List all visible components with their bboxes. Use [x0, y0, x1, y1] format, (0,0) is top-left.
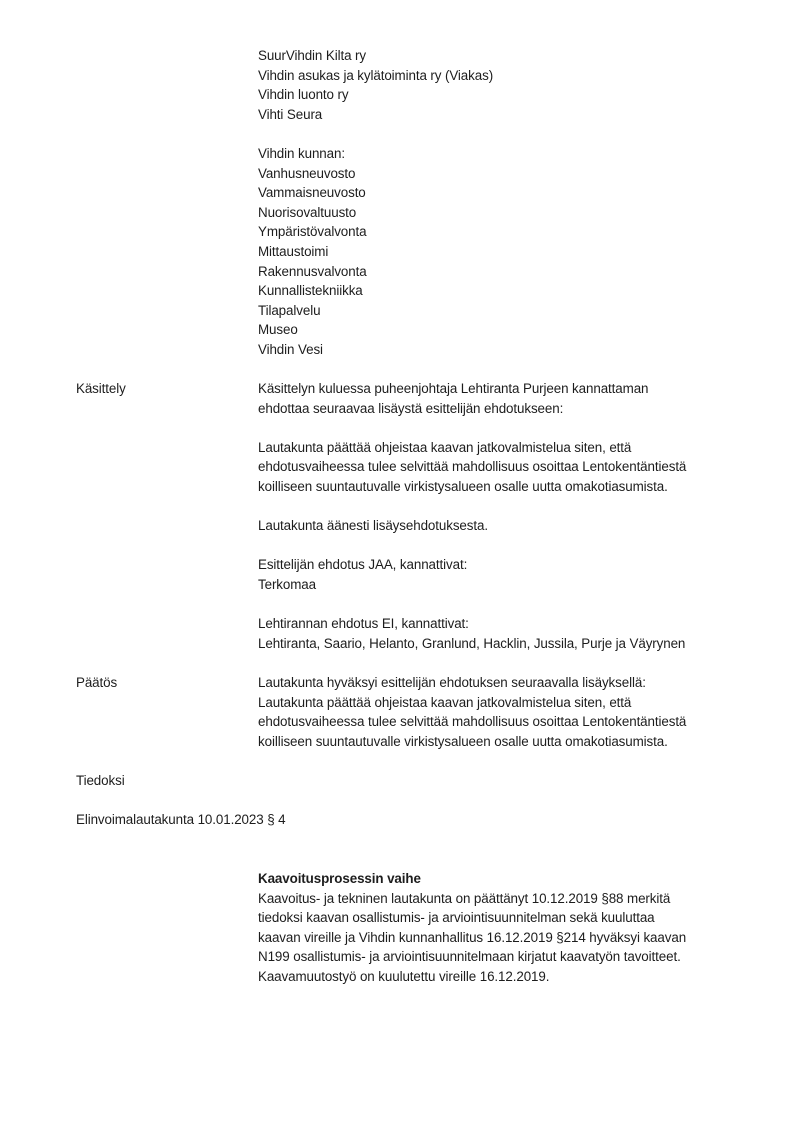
section-paatos-content	[258, 673, 758, 751]
text-line: Lehtiranta, Saario, Helanto, Granlund, Hacklin, Jussila, Purje ja Väyrynen	[258, 635, 686, 651]
paatos-paragraph-1	[258, 673, 758, 751]
text-line: koilliseen suuntautuvalle virkistysalueen osalle uutta omakotiasumista.	[258, 733, 668, 749]
municipal-units-list	[258, 144, 758, 360]
section-paatos	[76, 673, 758, 751]
kaavoitusprosessi-paragraph	[258, 889, 758, 987]
text-line: Lautakunta äänesti lisäysehdotuksesta.	[258, 518, 488, 534]
text-line: Lautakunta hyväksyi esittelijän ehdotuksen seuraavalla lisäyksellä:	[258, 675, 646, 690]
committee-reference-line: Elinvoimalautakunta 10.01.2023 § 4	[76, 812, 286, 828]
text-line: kaavan vireille ja Vihdin kunnanhallitus 16.12.2019 §214 hyväksyi kaavan	[258, 929, 687, 945]
section-kaavoitusprosessi	[258, 869, 758, 987]
municipal-unit-item: Ympäristövalvonta	[258, 224, 367, 240]
text-line: Käsittelyn kuluessa puheenjohtaja Lehtiranta Purjeen kannattaman	[258, 381, 649, 397]
municipal-unit-item: Nuorisovaltuusto	[258, 204, 357, 220]
municipal-unit-item: Vanhusneuvosto	[258, 165, 356, 181]
kasittely-paragraph-5	[258, 614, 758, 653]
text-line: Lautakunta päättää ohjeistaa kaavan jatkovalmistelua siten, että	[258, 439, 632, 455]
kasittely-paragraph-3	[258, 516, 758, 536]
text-line: Esittelijän ehdotus JAA, kannattivat:	[258, 557, 468, 573]
municipal-unit-item: Tilapalvelu	[258, 302, 321, 318]
municipal-unit-item: Vammaisneuvosto	[258, 185, 366, 201]
organization-item: Vihdin luonto ry	[258, 87, 349, 103]
text-line: Lautakunta päättää ohjeistaa kaavan jatkovalmistelua siten, että	[258, 694, 632, 710]
section-tiedoksi	[76, 771, 758, 791]
kasittely-paragraph-2	[258, 438, 758, 497]
section-label-paatos: Päätös	[76, 675, 118, 690]
text-line: ehdotusvaiheessa tulee selvittää mahdollisuus osoittaa Lentokentäntiestä	[258, 459, 687, 475]
section-label-kasittely: Käsittely	[76, 381, 126, 397]
section-label-tiedoksi: Tiedoksi	[76, 772, 125, 788]
text-line: Kaavoitus- ja tekninen lautakunta on päättänyt 10.12.2019 §88 merkitä	[258, 890, 671, 906]
organization-item: SuurVihdin Kilta ry	[258, 48, 367, 63]
text-line: Terkomaa	[258, 577, 316, 593]
consulted-organizations-list	[258, 46, 758, 124]
kaavoitusprosessi-heading: Kaavoitusprosessin vaihe	[258, 870, 421, 886]
municipal-unit-item: Kunnallistekniikka	[258, 283, 363, 299]
kasittely-paragraph-4	[258, 555, 758, 594]
text-line: tiedoksi kaavan osallistumis- ja arviointisuunnitelman sekä kuuluttaa	[258, 910, 655, 926]
text-line: ehdottaa seuraavaa lisäystä esittelijän ehdotukseen:	[258, 400, 564, 416]
text-line: koilliseen suuntautuvalle virkistysalueen osalle uutta omakotiasumista.	[258, 479, 668, 495]
organization-item: Vihti Seura	[258, 106, 323, 122]
section-kasittely	[76, 379, 758, 653]
municipal-unit-item: Vihdin Vesi	[258, 341, 323, 357]
text-line: Kaavamuutostyö on kuulutettu vireille 16.12.2019.	[258, 968, 550, 984]
kasittely-paragraph-1	[258, 379, 758, 418]
text-line: N199 osallistumis- ja arviointisuunnitelmaan kirjatut kaavatyön tavoitteet.	[258, 949, 681, 965]
municipal-unit-item: Rakennusvalvonta	[258, 263, 367, 279]
municipal-unit-item: Vihdin kunnan:	[258, 145, 345, 161]
municipal-unit-item: Museo	[258, 322, 298, 338]
organization-item: Vihdin asukas ja kylätoiminta ry (Viakas)	[258, 67, 494, 83]
municipal-unit-item: Mittaustoimi	[258, 243, 329, 259]
section-kasittely-content	[258, 379, 758, 653]
text-line: Lehtirannan ehdotus EI, kannattivat:	[258, 616, 469, 632]
text-line: ehdotusvaiheessa tulee selvittää mahdollisuus osoittaa Lentokentäntiestä	[258, 714, 687, 730]
